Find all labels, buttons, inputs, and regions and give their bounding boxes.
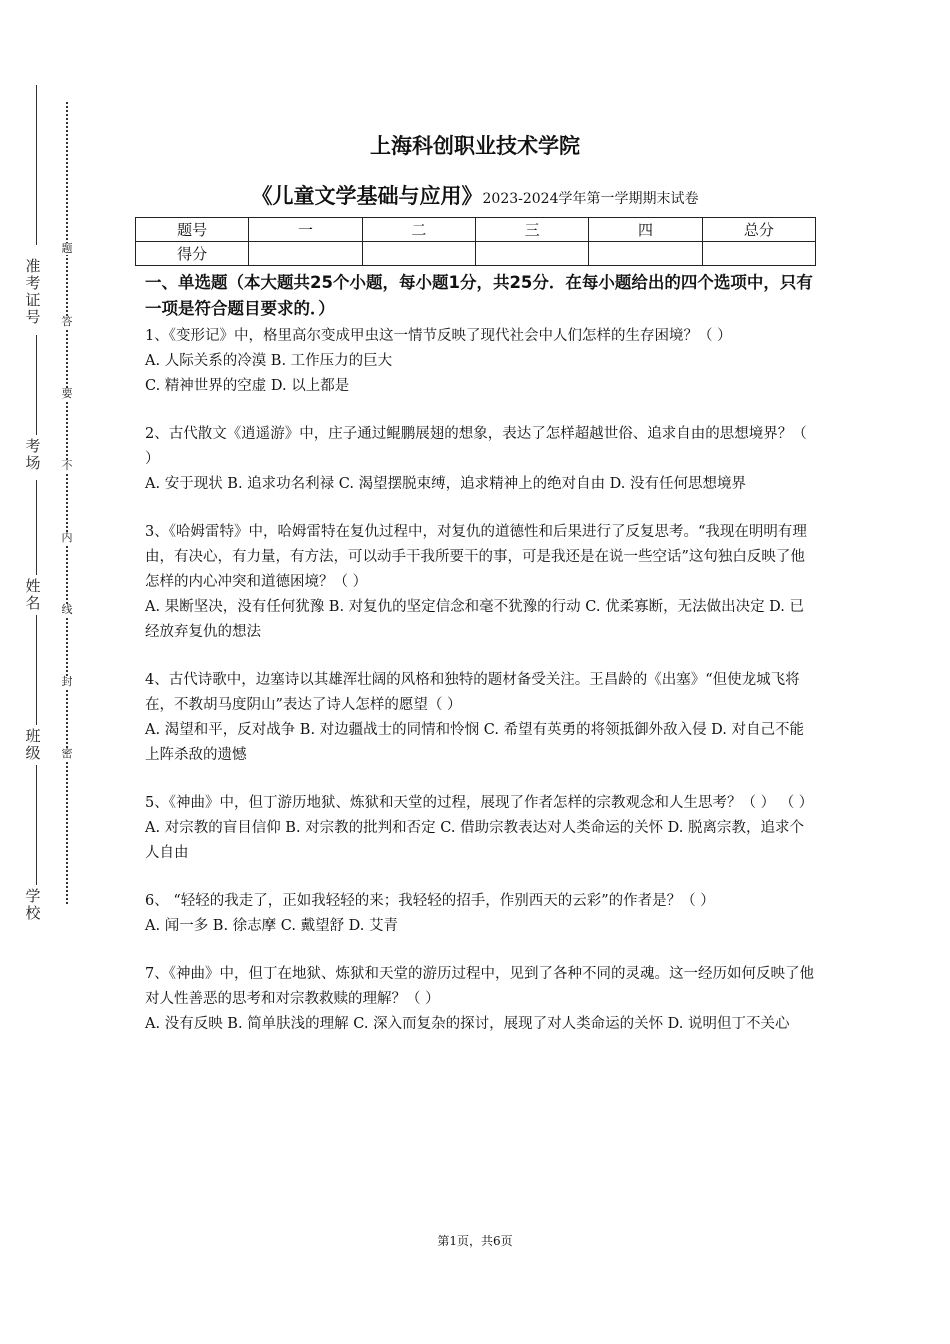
score-header-cell: 四 (589, 218, 702, 242)
score-row (136, 242, 816, 266)
school-label: 学校 (25, 887, 41, 922)
score-header-cell: 总分 (702, 218, 815, 242)
score-header-cell: 一 (249, 218, 362, 242)
exam-content (145, 268, 815, 1037)
fill-line (36, 480, 37, 575)
question (145, 520, 815, 645)
question (145, 668, 815, 768)
class-label: 班级 (25, 727, 41, 762)
question (145, 324, 815, 399)
score-row-label: 得分 (136, 242, 249, 266)
question-options: A. 闻一多 B. 徐志摩 C. 戴望舒 D. 艾青 (145, 918, 399, 934)
score-table (135, 217, 816, 266)
question-options: C. 精神世界的空虚 D. 以上都是 (145, 378, 350, 394)
score-cell (702, 242, 815, 266)
seal-char: 答 (61, 315, 73, 328)
question-stem: 7、《神曲》中，但丁在地狱、炼狱和天堂的游历过程中，见到了各种不同的灵魂。这一经历如何反映了他对人性善恶的思考和对宗教救赎的理解？（ ） (145, 966, 814, 1007)
question-options: A. 安于现状 B. 追求功名利禄 C. 渴望摆脱束缚，追求精神上的绝对自由 D. 没有任何思想境界 (145, 476, 747, 492)
question (145, 422, 815, 497)
fill-line (36, 765, 37, 885)
question-options: A. 对宗教的盲目信仰 B. 对宗教的批判和否定 C. 借助宗教表达对人类命运的关怀 D. 脱离宗教，追求个人自由 (145, 820, 805, 861)
fill-line (36, 85, 37, 245)
school-title: 上海科创职业技术学院 (370, 134, 580, 158)
seal-char: 题 (61, 242, 73, 255)
question-options: A. 人际关系的冷漠 B. 工作压力的巨大 (145, 353, 393, 369)
page-footer: 第1页，共6页 (437, 1234, 513, 1248)
seal-char: 线 (61, 603, 73, 616)
exam-room-label: 考场 (25, 437, 41, 472)
seal-char: 内 (61, 531, 73, 544)
question (145, 791, 815, 866)
section-heading: 一、单选题（本大题共25个小题，每小题1分，共25分．在每小题给出的四个选项中，只有一项是符合题目要求的．） (145, 273, 813, 318)
question-options: A. 没有反映 B. 简单肤浅的理解 C. 深入而复杂的探讨，展现了对人类命运的关怀 D. 说明但丁不关心 (145, 1016, 790, 1032)
score-header-cell: 二 (362, 218, 475, 242)
question-stem: 4、古代诗歌中，边塞诗以其雄浑壮阔的风格和独特的题材备受关注。王昌龄的《出塞》“但使龙城飞将在，不教胡马度阴山”表达了诗人怎样的愿望（ ） (145, 672, 800, 713)
question-options: A. 渴望和平，反对战争 B. 对边疆战士的同情和怜悯 C. 希望有英勇的将领抵御外敌入侵 D. 对自己不能上阵杀敌的遗憾 (145, 722, 805, 763)
exam-number-label: 准考证号 (25, 257, 41, 326)
exam-term: 2023-2024学年第一学期期末试卷 (482, 191, 699, 207)
score-cell (475, 242, 588, 266)
question-stem: 3、《哈姆雷特》中，哈姆雷特在复仇过程中，对复仇的道德性和后果进行了反复思考。“我现在明明有理由，有决心，有力量，有方法，可以动手干我所要干的事，可是我还是在说一些空话”这句独白反映了他怎样的内心冲突和道德困境？（ ） (145, 524, 807, 590)
score-header-row (136, 218, 816, 242)
fill-line (36, 335, 37, 435)
seal-char: 不 (61, 459, 73, 472)
seal-dotted-line (66, 102, 68, 904)
score-header-cell: 三 (475, 218, 588, 242)
score-cell (249, 242, 362, 266)
question (145, 889, 815, 939)
score-header-cell: 题号 (136, 218, 249, 242)
question-stem: 2、古代散文《逍遥游》中，庄子通过鲲鹏展翅的想象，表达了怎样超越世俗、追求自由的思想境界？（ ） (145, 426, 807, 467)
seal-char: 要 (61, 387, 73, 400)
course-name: 《儿童文学基础与应用》 (251, 184, 483, 208)
seal-char: 封 (61, 675, 73, 688)
question-options: A. 果断坚决，没有任何犹豫 B. 对复仇的坚定信念和毫不犹豫的行动 C. 优柔寡断，无法做出决定 D. 已经放弃复仇的想法 (145, 599, 805, 640)
question-stem: 6、 “轻轻的我走了，正如我轻轻的来；我轻轻的招手，作别西天的云彩”的作者是？（ ） (145, 893, 715, 909)
question-stem: 1、《变形记》中，格里高尔变成甲虫这一情节反映了现代社会中人们怎样的生存困境？（ ） (145, 328, 732, 344)
score-cell (362, 242, 475, 266)
score-cell (589, 242, 702, 266)
question (145, 962, 815, 1037)
exam-subtitle (0, 180, 950, 210)
name-label: 姓名 (25, 577, 41, 612)
question-stem: 5、《神曲》中，但丁游历地狱、炼狱和天堂的过程，展现了作者怎样的宗教观念和人生思考？（ ） （ ） (145, 795, 814, 811)
fill-line (36, 615, 37, 725)
seal-char: 密 (61, 747, 73, 760)
